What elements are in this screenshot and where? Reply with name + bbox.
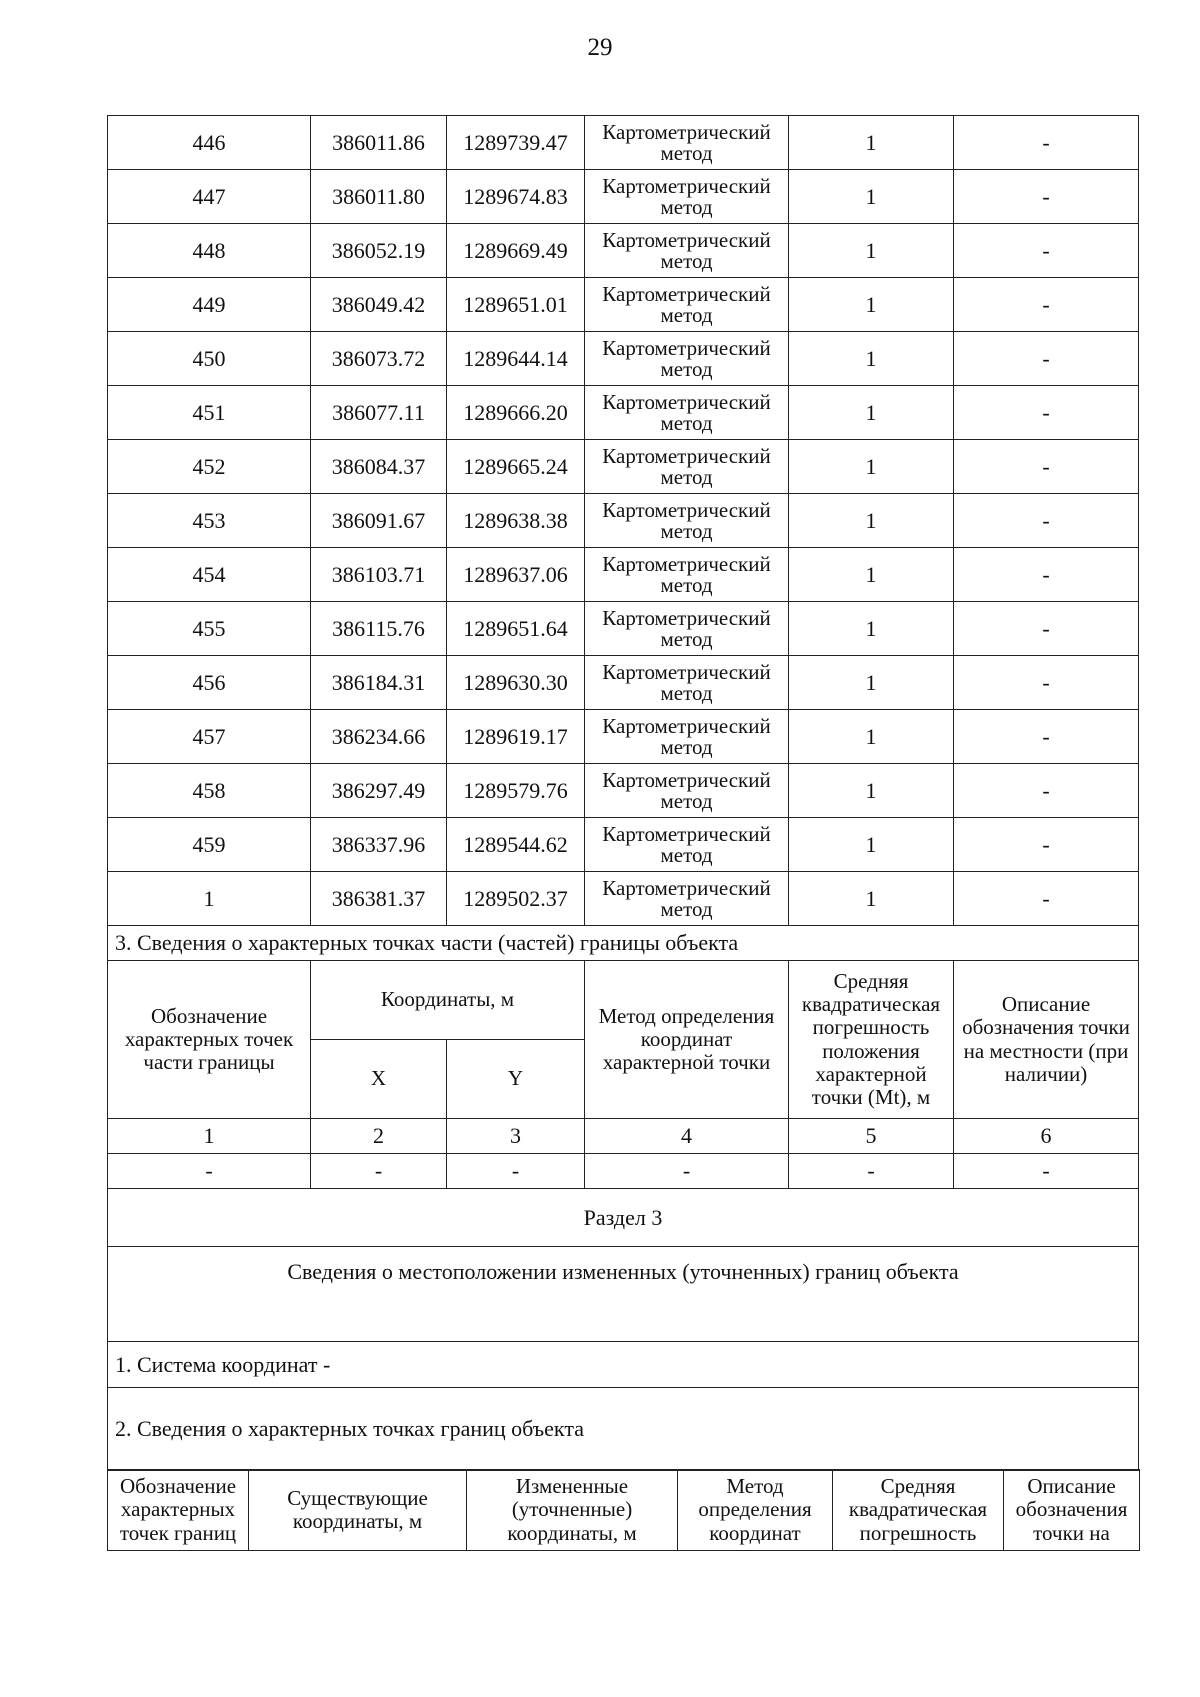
bottom-header-existing: Существующие координаты, м [249, 1470, 467, 1551]
coord-x: 386234.66 [311, 710, 447, 764]
col-number: 6 [954, 1119, 1139, 1154]
description: - [954, 656, 1139, 710]
coord-y: 1289637.06 [447, 548, 585, 602]
coord-x: 386381.37 [311, 872, 447, 926]
method: Картометрический метод [585, 818, 789, 872]
bottom-header-description: Описание обозначения точки на [1004, 1470, 1140, 1551]
razdel-title: Раздел 3 [108, 1189, 1139, 1247]
error-mt: 1 [789, 710, 954, 764]
header-error: Средняя квадратическая погрешность положения характерной точки (Mt), м [789, 961, 954, 1119]
coord-x: 386049.42 [311, 278, 447, 332]
description: - [954, 818, 1139, 872]
error-mt: 1 [789, 170, 954, 224]
table-row [108, 386, 1139, 440]
description: - [954, 278, 1139, 332]
col-number: 2 [311, 1119, 447, 1154]
coord-x: 386011.80 [311, 170, 447, 224]
coord-y: 1289630.30 [447, 656, 585, 710]
method: Картометрический метод [585, 332, 789, 386]
section-3-title: 3. Сведения о характерных точках части (частей) границы объекта [108, 926, 1139, 961]
error-mt: 1 [789, 440, 954, 494]
error-mt: 1 [789, 224, 954, 278]
coord-x: 386091.67 [311, 494, 447, 548]
method: Картометрический метод [585, 386, 789, 440]
point-number: 449 [108, 278, 311, 332]
header-x: X [311, 1040, 447, 1119]
point-number: 456 [108, 656, 311, 710]
method: Картометрический метод [585, 548, 789, 602]
empty-cell: - [954, 1154, 1139, 1189]
table-row [108, 818, 1139, 872]
empty-cell: - [311, 1154, 447, 1189]
point-number: 452 [108, 440, 311, 494]
table-row [108, 656, 1139, 710]
description: - [954, 494, 1139, 548]
empty-cell: - [585, 1154, 789, 1189]
description: - [954, 764, 1139, 818]
description: - [954, 710, 1139, 764]
method: Картометрический метод [585, 278, 789, 332]
method: Картометрический метод [585, 710, 789, 764]
coord-y: 1289638.38 [447, 494, 585, 548]
coord-x: 386103.71 [311, 548, 447, 602]
header-coordinates: Координаты, м [311, 961, 585, 1040]
error-mt: 1 [789, 872, 954, 926]
point-number: 1 [108, 872, 311, 926]
col-number: 1 [108, 1119, 311, 1154]
error-mt: 1 [789, 818, 954, 872]
point-number: 450 [108, 332, 311, 386]
coord-y: 1289651.01 [447, 278, 585, 332]
header-description: Описание обозначения точки на местности (при наличии) [954, 961, 1139, 1119]
coord-x: 386077.11 [311, 386, 447, 440]
bottom-header-changed: Измененные (уточненные) координаты, м [467, 1470, 678, 1551]
changed-boundaries-header [107, 1469, 1140, 1551]
table-row [108, 872, 1139, 926]
coord-x: 386052.19 [311, 224, 447, 278]
description: - [954, 548, 1139, 602]
table-row [108, 278, 1139, 332]
bottom-header-error: Средняя квадратическая погрешность [833, 1470, 1004, 1551]
col-number: 3 [447, 1119, 585, 1154]
coord-y: 1289544.62 [447, 818, 585, 872]
coord-x: 386184.31 [311, 656, 447, 710]
table-row [108, 602, 1139, 656]
coord-y: 1289619.17 [447, 710, 585, 764]
point-number: 447 [108, 170, 311, 224]
table-row [108, 332, 1139, 386]
header-designation: Обозначение характерных точек части границы [108, 961, 311, 1119]
error-mt: 1 [789, 386, 954, 440]
table-row [108, 440, 1139, 494]
method: Картометрический метод [585, 602, 789, 656]
points-rows [108, 116, 1139, 926]
bottom-header-designation: Обозначение характерных точек границ [108, 1470, 249, 1551]
point-number: 448 [108, 224, 311, 278]
coord-y: 1289674.83 [447, 170, 585, 224]
error-mt: 1 [789, 116, 954, 170]
page-number: 29 [587, 34, 613, 61]
empty-cell: - [789, 1154, 954, 1189]
table-row [108, 548, 1139, 602]
method: Картометрический метод [585, 170, 789, 224]
point-number: 453 [108, 494, 311, 548]
coord-y: 1289739.47 [447, 116, 585, 170]
points-section-title: 2. Сведения о характерных точках границ объекта [108, 1388, 1139, 1471]
coord-x: 386073.72 [311, 332, 447, 386]
boundary-points-table [107, 115, 1139, 1471]
table-row [108, 170, 1139, 224]
col-number: 5 [789, 1119, 954, 1154]
coord-x: 386084.37 [311, 440, 447, 494]
razdel-subtitle: Сведения о местоположении измененных (уточненных) границ объекта [108, 1247, 1139, 1342]
point-number: 459 [108, 818, 311, 872]
coord-y: 1289644.14 [447, 332, 585, 386]
coord-y: 1289579.76 [447, 764, 585, 818]
method: Картометрический метод [585, 116, 789, 170]
table-row [108, 494, 1139, 548]
point-number: 451 [108, 386, 311, 440]
col-number: 4 [585, 1119, 789, 1154]
error-mt: 1 [789, 602, 954, 656]
point-number: 446 [108, 116, 311, 170]
error-mt: 1 [789, 494, 954, 548]
description: - [954, 872, 1139, 926]
error-mt: 1 [789, 332, 954, 386]
coordinate-system: 1. Система координат - [108, 1342, 1139, 1388]
header-method: Метод определения координат характерной точки [585, 961, 789, 1119]
description: - [954, 602, 1139, 656]
description: - [954, 170, 1139, 224]
error-mt: 1 [789, 764, 954, 818]
description: - [954, 440, 1139, 494]
point-number: 457 [108, 710, 311, 764]
coord-x: 386115.76 [311, 602, 447, 656]
empty-cell: - [447, 1154, 585, 1189]
method: Картометрический метод [585, 440, 789, 494]
method: Картометрический метод [585, 656, 789, 710]
coord-x: 386337.96 [311, 818, 447, 872]
point-number: 458 [108, 764, 311, 818]
method: Картометрический метод [585, 224, 789, 278]
empty-cell: - [108, 1154, 311, 1189]
point-number: 454 [108, 548, 311, 602]
coord-y: 1289666.20 [447, 386, 585, 440]
error-mt: 1 [789, 548, 954, 602]
header-y: Y [447, 1040, 585, 1119]
point-number: 455 [108, 602, 311, 656]
method: Картометрический метод [585, 494, 789, 548]
description: - [954, 116, 1139, 170]
table-row [108, 116, 1139, 170]
description: - [954, 386, 1139, 440]
bottom-header-method: Метод определения координат [678, 1470, 833, 1551]
error-mt: 1 [789, 278, 954, 332]
table-row [108, 710, 1139, 764]
coord-y: 1289669.49 [447, 224, 585, 278]
error-mt: 1 [789, 656, 954, 710]
description: - [954, 332, 1139, 386]
method: Картометрический метод [585, 764, 789, 818]
coord-y: 1289651.64 [447, 602, 585, 656]
coord-y: 1289502.37 [447, 872, 585, 926]
method: Картометрический метод [585, 872, 789, 926]
table-row [108, 764, 1139, 818]
coord-x: 386011.86 [311, 116, 447, 170]
table-row [108, 224, 1139, 278]
description: - [954, 224, 1139, 278]
coord-y: 1289665.24 [447, 440, 585, 494]
coord-x: 386297.49 [311, 764, 447, 818]
